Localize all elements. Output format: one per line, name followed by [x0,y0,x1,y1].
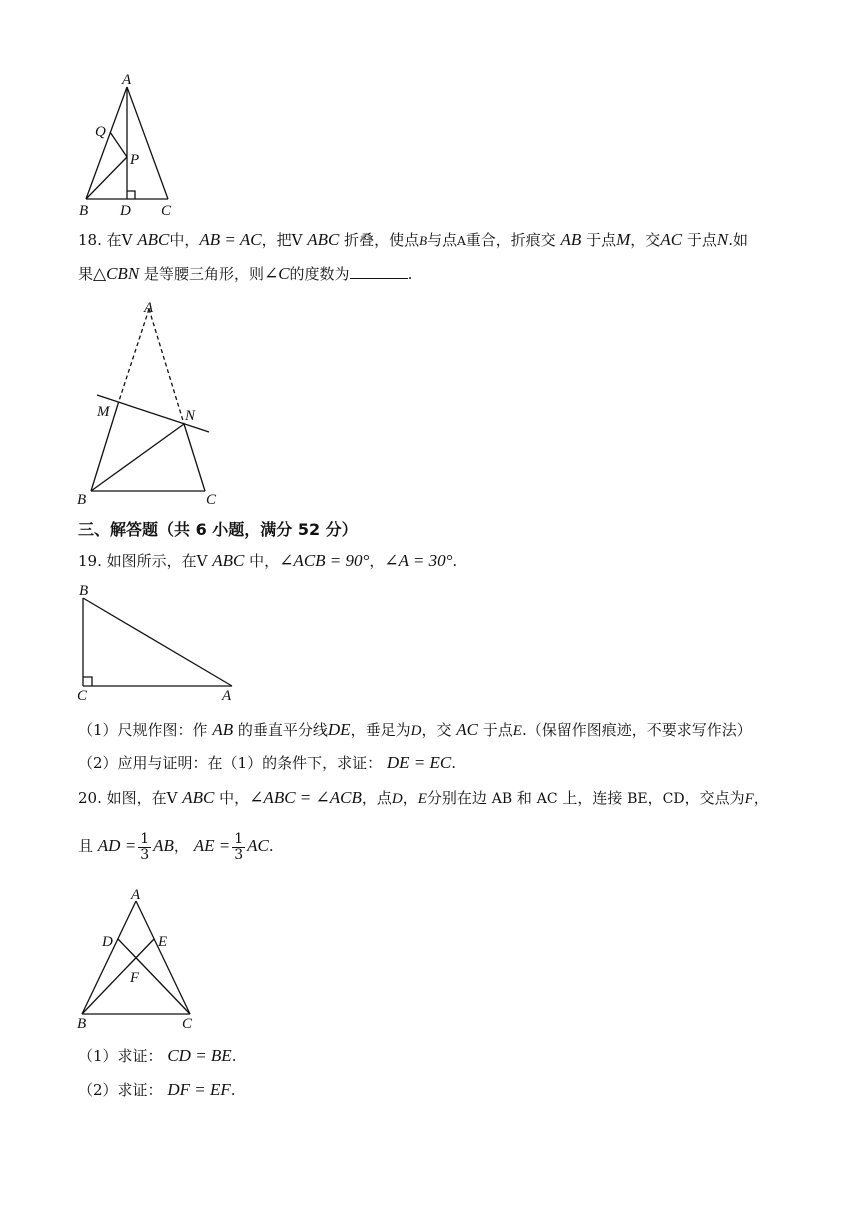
label-F: F [130,970,140,986]
question-20-part1: （1）求证： CD = BE. [78,1046,237,1065]
question-20-line1: 20. 如图，在V ABC 中，∠ABC = ∠ACB，点D，E分别在边 AB 和 AC 上，连接 BE，CD，交点为F， [78,788,769,807]
label-A: A [122,72,132,88]
answer-blank[interactable] [350,264,408,279]
label-C: C [182,1016,193,1032]
label-B: B [79,203,89,219]
label-P: P [130,152,140,168]
label-M: M [97,404,110,420]
question-19: 19. 如图所示，在V ABC 中，∠ACB = 90°，∠A = 30°. [78,551,458,570]
label-D: D [120,203,131,219]
figure-q19 [70,580,250,704]
question-20-line2: 且 AD = $\frac{1}{3}$ AB， AE = $\frac{1}{3}$ AC. [78,830,274,863]
section-heading: 三、解答题（共 6 小题，满分 52 分） [78,520,358,539]
fraction-one-third: $\frac{1}{3}$ [140,830,150,863]
fraction-one-third: $\frac{1}{3}$ [234,830,244,863]
label-B: B [77,492,87,508]
question-20-part2: （2）求证： DF = EF. [78,1080,236,1099]
figure-q20 [70,884,210,1034]
label-C: C [206,492,217,508]
question-19-part2: （2）应用与证明：在（1）的条件下，求证： DE = EC. [78,753,457,772]
label-C: C [77,688,88,704]
label-Q: Q [95,124,106,140]
label-B: B [79,583,89,599]
label-A: A [222,688,232,704]
question-19-part1: （1）尺规作图：作 AB 的垂直平分线DE，垂足为D，交 AC 于点E.（保留作图痕迹，不要求写作法） [78,720,752,739]
figure-q18 [70,294,230,512]
label-A: A [131,887,141,903]
label-B: B [77,1016,87,1032]
label-C: C [161,203,172,219]
question-18-line2: 果△CBN 是等腰三角形，则∠C的度数为 . [78,264,413,283]
question-18-line1: 18. 在V ABC中，AB = AC，把V ABC 折叠，使点B与点A重合，折痕交 AB 于点M，交AC 于点N.如 [78,230,748,249]
label-E: E [158,934,168,950]
label-A: A [144,300,154,316]
label-N: N [185,408,196,424]
figure-q17 [70,70,190,220]
label-D: D [102,934,113,950]
